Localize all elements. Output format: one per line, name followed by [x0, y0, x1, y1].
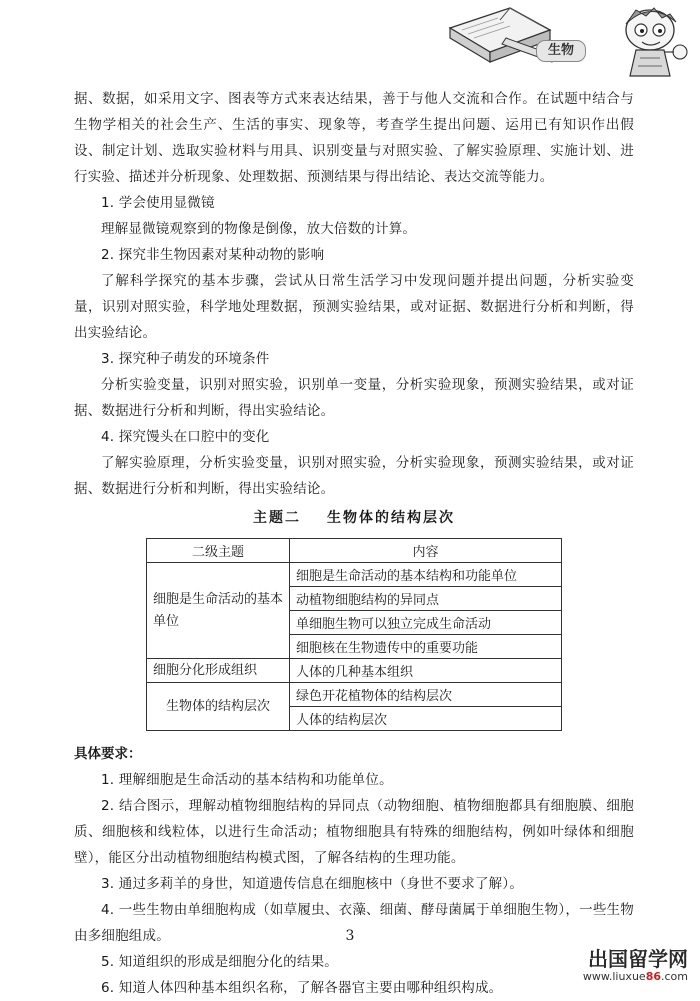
content-cell: 动植物细胞结构的异同点 [290, 587, 562, 611]
site-watermark [528, 948, 688, 983]
experiment-description: 理解显微镜观察到的物像是倒像，放大倍数的计算。 [101, 221, 417, 237]
experiment-title: 2. 探究非生物因素对某种动物的影响 [101, 247, 325, 263]
requirement-item: 3. 通过多莉羊的身世，知道遗传信息在细胞核中（身世不要求了解）。 [101, 876, 524, 892]
table-header-row [147, 539, 562, 563]
intro-paragraph: 据、数据，如采用文字、图表等方式来表达结果，善于与他人交流和合作。在试题中结合与生物学相关的社会生产、生活的事实、现象等，考查学生提出问题、运用已有知识作出假设、制定计划、选取实验材料与用具、识别变量与对照实验、了解实验原理、实施计划、进行实验、描述并分析现象、处理数据、预测结果与得出结论、表达交流等能力。 [74, 91, 634, 185]
table-header-cell: 二级主题 [147, 539, 290, 563]
table-row [147, 563, 562, 587]
topic-cell: 细胞是生命活动的基本单位 [147, 563, 290, 659]
cartoon-student-icon [626, 8, 687, 76]
section-number: 主题二 [253, 510, 301, 526]
requirement-item: 2. 结合图示，理解动植物细胞结构的异同点（动物细胞、植物细胞都具有细胞膜、细胞质、细胞核和线粒体，以进行生命活动；植物细胞具有特殊的细胞结构，例如叶绿体和细胞壁），能区分出动植物细胞结构模式图，了解各结构的生理功能。 [74, 798, 634, 866]
topic-cell: 细胞分化形成组织 [147, 659, 290, 683]
experiment-title: 3. 探究种子萌发的环境条件 [101, 351, 270, 367]
experiment-title: 1. 学会使用显微镜 [101, 195, 215, 211]
table-header-cell: 内容 [290, 539, 562, 563]
content-cell: 单细胞生物可以独立完成生命活动 [290, 611, 562, 635]
content-cell: 细胞是生命活动的基本结构和功能单位 [290, 563, 562, 587]
requirements-title: 具体要求： [74, 746, 142, 762]
watermark-url [528, 970, 688, 983]
experiment-title: 4. 探究馒头在口腔中的变化 [101, 429, 270, 445]
experiment-description: 了解实验原理，分析实验变量，识别对照实验，分析实验现象，预测实验结果，或对证据、数据进行分析和判断，得出实验结论。 [74, 455, 634, 497]
section-name: 生物体的结构层次 [327, 510, 455, 526]
requirement-item: 5. 知道组织的形成是细胞分化的结果。 [101, 954, 338, 970]
requirement-item: 1. 理解细胞是生命活动的基本结构和功能单位。 [101, 772, 393, 788]
table-row [147, 683, 562, 707]
experiment-description: 分析实验变量，识别对照实验，识别单一变量，分析实验现象，预测实验结果，或对证据、数据进行分析和判断，得出实验结论。 [74, 377, 634, 419]
experiment-description: 了解科学探究的基本步骤，尝试从日常生活学习中发现问题并提出问题，分析实验变量，识别对照实验，科学地处理数据，预测实验结果，或对证据、数据进行分析和判断，得出实验结论。 [74, 273, 634, 341]
watermark-url-number: 86 [645, 970, 661, 983]
topics-table [146, 538, 562, 731]
requirement-item: 6. 知道人体四种基本组织名称，了解各器官主要由哪种组织构成。 [101, 980, 503, 996]
content-cell: 人体的结构层次 [290, 707, 562, 731]
watermark-url-suffix: .com [661, 970, 688, 983]
header-illustration [440, 0, 700, 78]
page-number: 3 [345, 928, 355, 944]
watermark-title: 出国留学网 [588, 947, 688, 971]
content-cell: 人体的几种基本组织 [290, 659, 562, 683]
topic-cell: 生物体的结构层次 [147, 683, 290, 731]
subject-tag: 生物 [536, 40, 586, 62]
watermark-url-prefix: www.liuxue [582, 970, 646, 983]
content-cell: 细胞核在生物遗传中的重要功能 [290, 635, 562, 659]
content-cell: 绿色开花植物体的结构层次 [290, 683, 562, 707]
table-row [147, 659, 562, 683]
requirement-item: 4. 一些生物由单细胞构成（如草履虫、衣藻、细菌、酵母菌属于单细胞生物），一些生物由多细胞组成。 [74, 902, 634, 944]
section-title [74, 506, 634, 530]
page-content [74, 86, 634, 1001]
